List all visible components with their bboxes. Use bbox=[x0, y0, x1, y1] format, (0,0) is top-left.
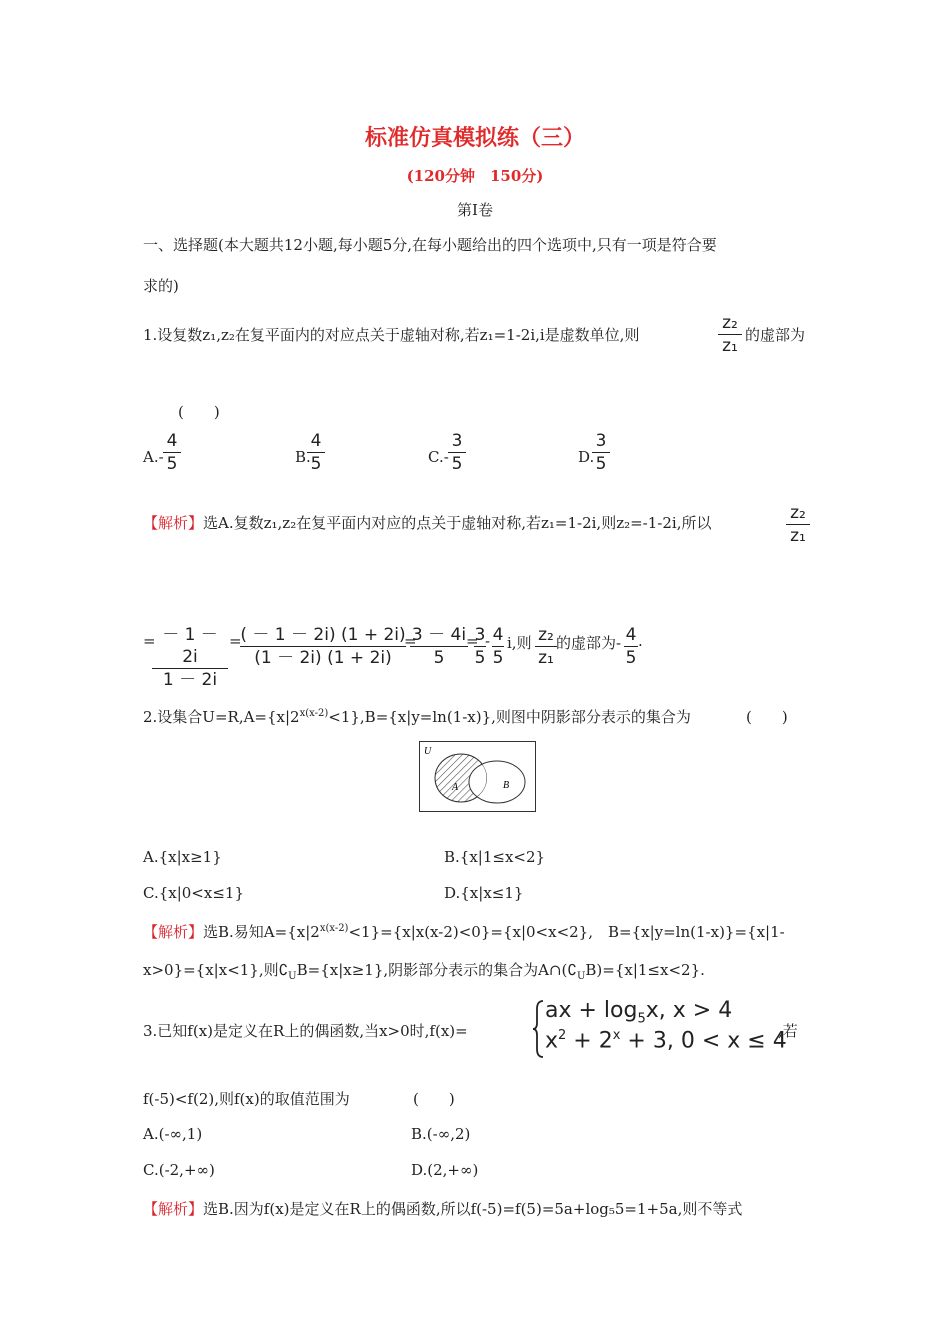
venn-label-b: B bbox=[503, 780, 510, 791]
complement-sub: U bbox=[576, 971, 586, 982]
calc-period: . bbox=[638, 632, 643, 650]
q3-answer-text: 选B.因为f(x)是定义在R上的偶函数,所以f(-5)=f(5)=5a+log₅5=1+5a,则不等式 bbox=[203, 1200, 743, 1218]
calc-frac-1 bbox=[152, 624, 228, 691]
frac-den: 5 bbox=[310, 454, 322, 474]
calc-equals: = bbox=[404, 632, 417, 650]
frac-num: 4 bbox=[625, 625, 637, 645]
venn-diagram bbox=[419, 741, 536, 812]
q1-answer-blank: ( ) bbox=[178, 403, 220, 421]
q1-stem-end: 的虚部为 bbox=[745, 326, 806, 344]
q2-ans-line2a: x>0}={x|x<1},则 bbox=[143, 961, 279, 979]
q1-answer-line bbox=[143, 512, 711, 533]
analysis-label: 【解析】 bbox=[143, 923, 204, 941]
case2-x: x bbox=[545, 1028, 559, 1054]
q1-fraction bbox=[718, 312, 742, 357]
time-score: (120分钟 150分) bbox=[406, 167, 544, 185]
frac-num: 4 bbox=[166, 431, 178, 451]
frac-den: 1 － 2i bbox=[162, 670, 218, 690]
q2-ans-line2c: B)={x|1≤x<2}. bbox=[585, 961, 705, 979]
q2-answer-line1 bbox=[143, 921, 785, 942]
q2-answer-line2 bbox=[143, 959, 705, 982]
calc-i-then: i,则 bbox=[507, 634, 532, 652]
calc-equals: = bbox=[229, 632, 242, 650]
case2-power: 2 bbox=[558, 1028, 567, 1043]
frac-den: z₁ bbox=[538, 648, 554, 668]
brace-icon bbox=[531, 999, 545, 1059]
calc-end: 的虚部为- bbox=[556, 634, 622, 652]
q3-option-d: D.(2,+∞) bbox=[411, 1161, 479, 1179]
venn-label-u: U bbox=[424, 746, 432, 757]
q1-frac-den: z₁ bbox=[722, 336, 738, 356]
calc-frac-6 bbox=[535, 624, 557, 669]
q1-frac-num: z₂ bbox=[722, 313, 738, 333]
q3-stem: 3.已知f(x)是定义在R上的偶函数,当x>0时,f(x)= bbox=[143, 1022, 468, 1040]
case2-powerx: x bbox=[612, 1028, 621, 1043]
q1-answer-text: 选A.复数z₁,z₂在复平面内对应的点关于虚轴对称,若z₁=1-2i,则z₂=-1-2i,所以 bbox=[203, 514, 712, 532]
q1-option-d-label: D. bbox=[578, 448, 595, 466]
set-b-circle bbox=[469, 761, 525, 803]
q3-stem-tail: ,若 bbox=[778, 1022, 798, 1040]
q2-option-d: D.{x|x≤1} bbox=[444, 884, 524, 902]
q2-ans-exp: x(x-2) bbox=[319, 923, 349, 934]
q3-answer-blank: ( ) bbox=[413, 1090, 455, 1108]
frac-den: 5 bbox=[474, 648, 486, 668]
q1-option-b-label: B. bbox=[295, 448, 311, 466]
q3-option-a: A.(-∞,1) bbox=[143, 1125, 203, 1143]
calc-frac-2 bbox=[240, 624, 406, 669]
frac-den: 5 bbox=[492, 648, 504, 668]
q3-stem-line2: f(-5)<f(2),则f(x)的取值范围为 bbox=[143, 1090, 350, 1108]
q2-option-a: A.{x|x≥1} bbox=[143, 848, 222, 866]
q3-case-1 bbox=[545, 998, 732, 1026]
frac-num: 4 bbox=[492, 625, 504, 645]
case2-mid: + 2 bbox=[566, 1028, 613, 1054]
q2-exponent: x(x-2) bbox=[299, 708, 329, 719]
frac-num: 3 bbox=[595, 431, 607, 451]
section-heading-line1: 一、选择题(本大题共12小题,每小题5分,在每小题给出的四个选项中,只有一项是符合要 bbox=[143, 236, 717, 254]
q1-option-a-frac bbox=[163, 430, 181, 475]
q3-answer-line bbox=[143, 1198, 742, 1219]
q2-stem-a: 2.设集合U=R,A={x|2 bbox=[143, 708, 300, 726]
complement-sub: U bbox=[288, 971, 297, 982]
frac-num: z₂ bbox=[538, 625, 554, 645]
q2-stem-b: <1},B={x|y=ln(1-x)},则图中阴影部分表示的集合为 bbox=[328, 708, 691, 726]
q1-option-c-label: C.- bbox=[428, 448, 449, 466]
q2-ans-b: <1}={x|x(x-2)<0}={x|0<x<2}, B={x|y=ln(1-x)}={x|1- bbox=[348, 923, 785, 941]
frac-num: 3 bbox=[451, 431, 463, 451]
case1-sub: 5 bbox=[637, 1011, 646, 1027]
frac-den: (1 － 2i) (1 + 2i) bbox=[254, 648, 392, 668]
calc-equals: = bbox=[143, 632, 156, 650]
q2-option-b: B.{x|1≤x<2} bbox=[444, 848, 546, 866]
venn-label-a: A bbox=[452, 782, 459, 793]
frac-den: 5 bbox=[433, 648, 445, 668]
frac-num: 4 bbox=[310, 431, 322, 451]
q1-option-a-label: A.- bbox=[143, 448, 164, 466]
analysis-label: 【解析】 bbox=[143, 514, 204, 532]
frac-num: 3 － 4i bbox=[411, 625, 467, 645]
complement-symbol: ∁ bbox=[278, 961, 289, 979]
frac-den: 5 bbox=[625, 648, 637, 668]
frac-num: 3 bbox=[474, 625, 486, 645]
frac-den: 5 bbox=[166, 454, 178, 474]
frac-den: 5 bbox=[595, 454, 607, 474]
q1-option-c-frac bbox=[448, 430, 466, 475]
volume-label: 第Ⅰ卷 bbox=[457, 201, 493, 219]
case1-end: x, x > 4 bbox=[645, 998, 733, 1023]
frac-num: ( － 1 － 2i) (1 + 2i) bbox=[240, 625, 406, 645]
q2-answer-blank: ( ) bbox=[746, 708, 788, 726]
section-heading-line2: 求的) bbox=[143, 277, 179, 295]
case1-a: ax + log bbox=[545, 998, 638, 1023]
q2-ans-line2b: B={x|x≥1},阴影部分表示的集合为A∩( bbox=[296, 961, 568, 979]
q1-option-d-frac bbox=[592, 430, 610, 475]
complement-symbol: ∁ bbox=[567, 961, 577, 979]
calc-frac-7 bbox=[624, 624, 638, 669]
analysis-label: 【解析】 bbox=[143, 1200, 204, 1218]
page-title: 标准仿真模拟练（三） bbox=[364, 125, 585, 151]
calc-frac-3 bbox=[410, 624, 468, 669]
frac-num: z₂ bbox=[790, 503, 806, 523]
frac-den: z₁ bbox=[790, 526, 806, 546]
q1-option-b-frac bbox=[307, 430, 325, 475]
case2-end: + 3, 0 < x ≤ 4 bbox=[620, 1028, 787, 1054]
calc-frac-5 bbox=[492, 624, 504, 669]
q2-stem bbox=[143, 706, 691, 727]
q1-stem: 1.设复数z₁,z₂在复平面内的对应点关于虚轴对称,若z₁=1-2i,i是虚数单位,则 bbox=[143, 326, 640, 344]
q2-option-c: C.{x|0<x≤1} bbox=[143, 884, 244, 902]
q3-option-c: C.(-2,+∞) bbox=[143, 1161, 215, 1179]
calc-minus: - bbox=[485, 632, 491, 650]
calc-equals: = bbox=[466, 632, 479, 650]
q2-ans-a: 选B.易知A={x|2 bbox=[203, 923, 320, 941]
q3-case-2 bbox=[545, 1028, 787, 1053]
frac-den: 5 bbox=[451, 454, 463, 474]
frac-num: － 1 － 2i bbox=[162, 625, 218, 667]
q1-answer-frac bbox=[786, 502, 810, 547]
q3-option-b: B.(-∞,2) bbox=[411, 1125, 471, 1143]
